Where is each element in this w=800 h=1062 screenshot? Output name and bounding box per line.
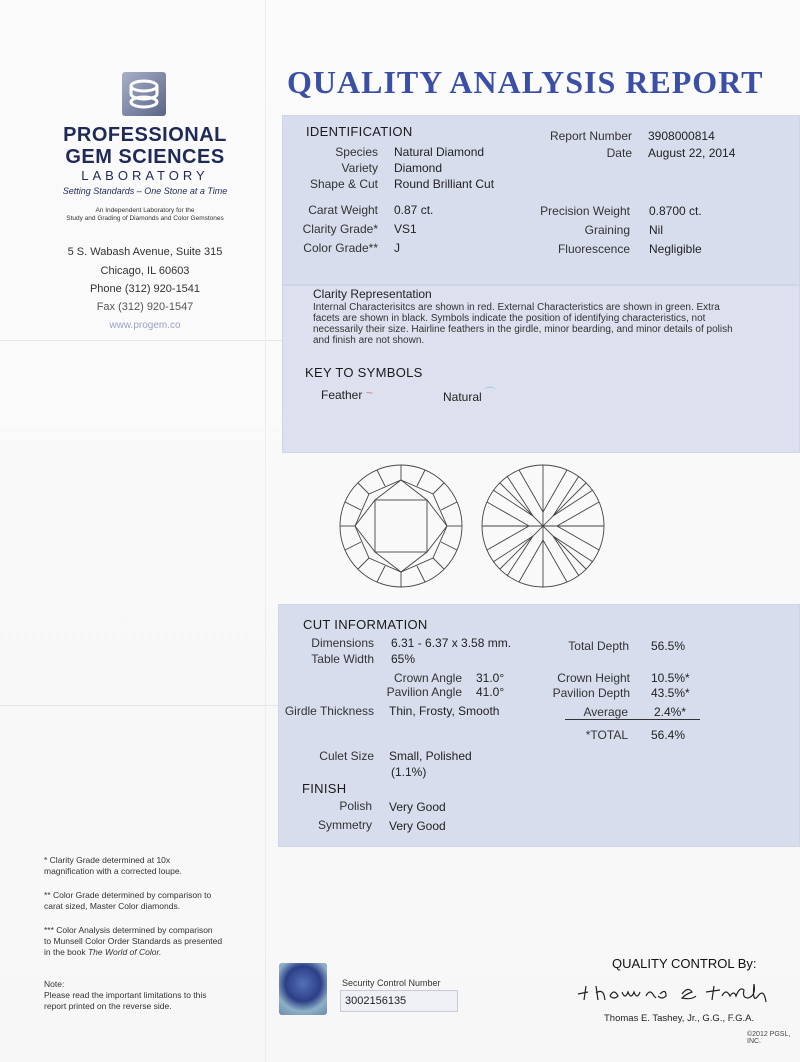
signature-icon <box>574 972 774 1008</box>
finish-header: FINISH <box>302 781 347 796</box>
precision-value: 0.8700 ct. <box>649 204 702 218</box>
lab-address-line2: Chicago, IL 60603 <box>100 265 190 277</box>
graining-label: Graining <box>584 223 630 237</box>
clarity-value: VS1 <box>394 222 417 236</box>
crown-angle-value: 31.0° <box>476 671 505 685</box>
crown-view-diagram <box>337 462 465 590</box>
carat-label: Carat Weight <box>308 203 378 217</box>
lab-name-line1: PROFESSIONAL <box>63 124 227 146</box>
color-label: Color Grade** <box>303 241 378 255</box>
polish-label: Polish <box>339 799 372 813</box>
table-width-label: Table Width <box>311 652 374 666</box>
copyright: ©2012 PGSL, INC. <box>747 1031 791 1045</box>
clarity-description-line3: necessarily their size. Hairline feathers in the girdle, minor bearding, and minor details of polish <box>313 324 733 335</box>
natural-symbol-icon: ⌒ <box>484 386 497 400</box>
lab-website: www.progem.co <box>109 320 181 331</box>
average-label: Average <box>583 705 628 719</box>
pavilion-angle-label: Pavilion Angle <box>386 685 462 699</box>
culet-size-value: Small, Polished <box>389 749 472 763</box>
pavilion-depth-value: 43.5%* <box>651 686 690 700</box>
lab-name-line2: GEM SCIENCES <box>65 146 225 168</box>
carat-value: 0.87 ct. <box>394 203 434 217</box>
quality-control-label: QUALITY CONTROL By: <box>612 956 757 971</box>
lab-tagline: Setting Standards – One Stone at a Time <box>62 186 228 196</box>
hologram-seal-icon <box>279 963 327 1015</box>
clarity-description-line4: and finish are not shown. <box>313 335 425 346</box>
total-depth-value: 56.5% <box>651 639 686 653</box>
fluorescence-value: Negligible <box>649 242 702 256</box>
girdle-thickness-label: Girdle Thickness <box>284 704 374 718</box>
pavilion-depth-label: Pavilion Depth <box>552 686 630 700</box>
total-label: *TOTAL <box>585 728 628 742</box>
total-depth-label: Total Depth <box>568 639 629 653</box>
key-to-symbols-header: KEY TO SYMBOLS <box>305 365 423 380</box>
cut-information-header: CUT INFORMATION <box>303 617 428 632</box>
security-control-label: Security Control Number <box>342 978 441 988</box>
footnote-clarity: * Clarity Grade determined at 10x magnification with a corrected loupe. <box>44 855 182 876</box>
average-value: 2.4%* <box>654 705 687 719</box>
signer-name: Thomas E. Tashey, Jr., G.G., F.G.A. <box>604 1013 755 1024</box>
dimensions-value: 6.31 - 6.37 x 3.58 mm. <box>391 636 512 650</box>
security-control-number: 3002156135 <box>340 990 458 1012</box>
report-number-value: 3908000814 <box>648 129 715 143</box>
precision-label: Precision Weight <box>540 204 630 218</box>
symmetry-label: Symmetry <box>318 818 372 832</box>
lab-address-line1: 5 S. Wabash Avenue, Suite 315 <box>67 246 223 258</box>
lab-fax: Fax (312) 920-1547 <box>96 301 194 313</box>
total-value: 56.4% <box>651 728 686 742</box>
graining-value: Nil <box>649 223 663 237</box>
date-value: August 22, 2014 <box>648 146 736 160</box>
table-width-value: 65% <box>391 652 416 666</box>
fluorescence-label: Fluorescence <box>557 242 630 256</box>
paper-fold-line <box>265 0 266 1062</box>
clarity-description-line2: facets are shown in black. Symbols indicate the position of identifying characteristics, not <box>313 313 706 324</box>
variety-value: Diamond <box>394 161 443 175</box>
sum-divider-line <box>565 719 700 720</box>
dimensions-label: Dimensions <box>311 636 374 650</box>
report-title: QUALITY ANALYSIS REPORT <box>287 64 764 100</box>
clarity-label: Clarity Grade* <box>302 222 378 236</box>
lab-phone: Phone (312) 920-1541 <box>89 283 201 295</box>
shape-value: Round Brilliant Cut <box>394 177 495 191</box>
lab-logo-icon <box>122 72 166 116</box>
feather-label: Feather <box>321 388 363 402</box>
crown-height-label: Crown Height <box>557 671 630 685</box>
shape-label: Shape & Cut <box>309 177 378 191</box>
culet-size-percent: (1.1%) <box>391 765 427 779</box>
crown-angle-label: Crown Angle <box>393 671 462 685</box>
crown-height-value: 10.5%* <box>651 671 690 685</box>
variety-label: Variety <box>341 161 378 175</box>
symmetry-value: Very Good <box>389 819 446 833</box>
report-number-label: Report Number <box>549 129 632 143</box>
natural-label: Natural <box>443 390 482 404</box>
footnote-color-analysis: *** Color Analysis determined by comparison to Munsell Color Order Standards as presented in the book The World of Color. <box>44 925 223 957</box>
footnote-note: Note: Please read the important limitations to this report printed on the reverse side. <box>44 979 207 1011</box>
date-label: Date <box>606 146 632 160</box>
lab-name-line3: LABORATORY <box>81 168 209 183</box>
identification-header: IDENTIFICATION <box>306 124 413 139</box>
polish-value: Very Good <box>389 800 446 814</box>
girdle-thickness-value: Thin, Frosty, Smooth <box>389 704 500 718</box>
feather-symbol-icon: ~ <box>366 386 374 400</box>
pavilion-angle-value: 41.0° <box>476 685 505 699</box>
lab-description: An Independent Laboratory for the Study and Grading of Diamonds and Color Gemstones <box>66 207 224 222</box>
species-value: Natural Diamond <box>394 145 485 159</box>
clarity-representation-header: Clarity Representation <box>313 287 432 301</box>
pavilion-view-diagram <box>479 462 607 590</box>
color-value: J <box>394 241 400 255</box>
footnote-color: ** Color Grade determined by comparison to carat sized, Master Color diamonds. <box>44 890 212 911</box>
species-label: Species <box>335 145 378 159</box>
culet-size-label: Culet Size <box>319 749 374 763</box>
clarity-description-line1: Internal Characterisitcs are shown in red. External Characteristics are shown in green. Extra <box>313 302 720 313</box>
